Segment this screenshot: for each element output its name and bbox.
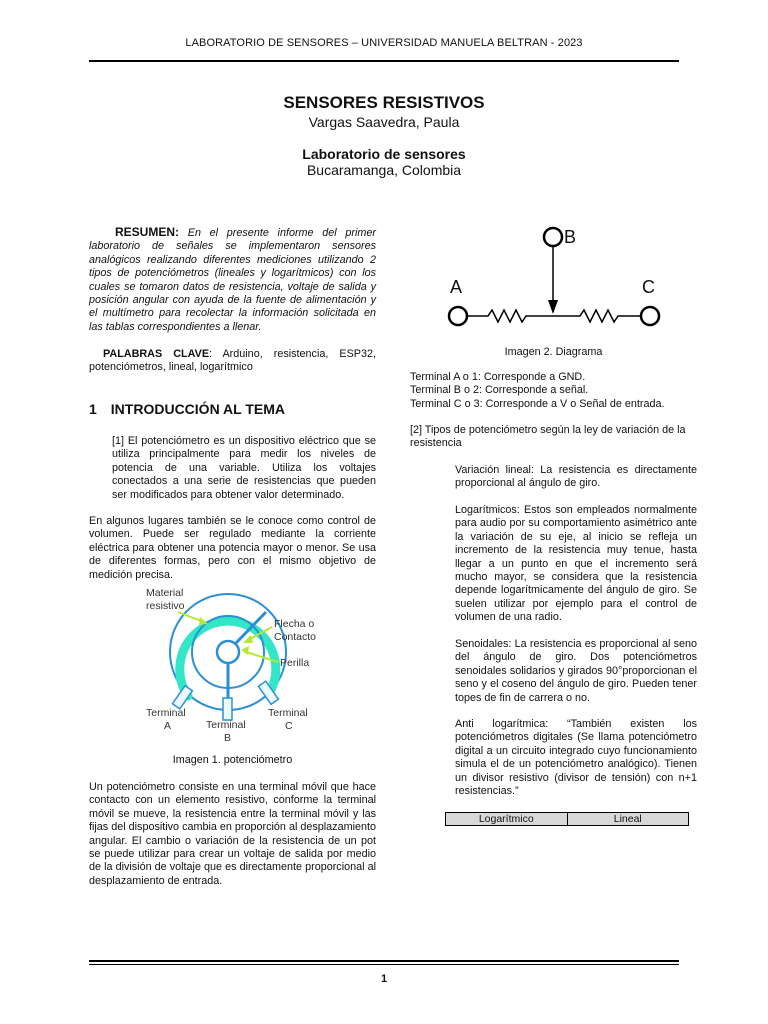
page-number: 1 <box>380 973 388 985</box>
type-lineal: Variación lineal: La resistencia es directamente proporcional al ángulo de giro. <box>455 464 697 490</box>
terminal-b <box>223 698 232 720</box>
section-heading <box>89 401 285 417</box>
header-rule <box>89 60 679 62</box>
location: Bucaramanga, Colombia <box>306 162 462 178</box>
label-terminal-b-2: B <box>224 732 232 744</box>
label-terminal-c-2: C <box>285 720 293 732</box>
types-intro: [2] Tipos de potenciómetro según la ley de variación de la resistencia <box>410 424 686 450</box>
paper-title: SENSORES RESISTIVOS <box>283 93 485 112</box>
label-terminal-a-1: Terminal <box>146 707 186 719</box>
label-material-2: resistivo <box>146 600 185 612</box>
label-b: B <box>564 227 577 247</box>
intro-paragraph-3: Un potenciómetro consiste en una terminal móvil que hace contacto con un elemento resistivo, conforme la terminal móvil se mueve, la resistencia entre la terminal móvil y las fijas del dispositivo cambia en proporción al desplazamiento angular. El cambio o variación de la resistencia de un pot se puede utilizar para crear un voltaje de salida por medio de la división de voltaje que es directamente proporcional al desplazamiento de entrada. <box>89 781 376 887</box>
abstract-text: En el presente informe del primer laboratorio de señales se implementaron sensores analógicos realizando diferentes mediciones utilizando 2 tipos de potenciómetros (lineales y logarítmicos) con los cuales se tomaron datos de resistencia, voltaje de salida y posición angular con ayuda de la fuente de alimentación y el multímetro para recolectar la información solicitada en las tablas correspondientes a llenar. <box>89 227 376 333</box>
label-material-1: Material <box>146 587 184 599</box>
keywords <box>89 348 376 375</box>
table-header-lineal: Lineal <box>567 813 689 826</box>
label-terminal-a-2: A <box>164 720 172 732</box>
terminal-line-1: Terminal A o 1: Corresponde a GND. <box>410 371 586 383</box>
author: Vargas Saavedra, Paula <box>308 114 460 130</box>
table-header-row <box>446 813 689 826</box>
label-terminal-c-1: Terminal <box>268 707 308 719</box>
footer-rule-thick <box>89 960 679 962</box>
label-flecha-2: Contacto <box>274 631 317 643</box>
abstract <box>89 226 376 334</box>
label-flecha-1: Flecha o <box>274 618 315 630</box>
intro-paragraph-2: En algunos lugares también se le conoce como control de volumen. Puede ser regulado mediante la corriente eléctrica para obtener una potencia mayor o menor. Se usa de diferentes formas, pero con el mismo objetivo de medición precisa. <box>89 515 376 581</box>
section-number: 1 <box>89 401 97 417</box>
figure2-caption: Imagen 2. Diagrama <box>504 346 603 358</box>
running-header: LABORATORIO DE SENSORES – UNIVERSIDAD MANUELA BELTRAN - 2023 <box>185 37 583 49</box>
affiliation: Laboratorio de sensores <box>302 146 466 162</box>
terminal-line-2: Terminal B o 2: Corresponde a señal. <box>410 384 589 397</box>
section-title: INTRODUCCIÓN AL TEMA <box>110 401 286 417</box>
terminals-list <box>410 371 700 411</box>
label-a: A <box>450 277 463 297</box>
label-c: C <box>642 277 655 297</box>
resistor-left <box>467 310 641 322</box>
label-terminal-b-1: Terminal <box>206 719 246 731</box>
knob <box>217 641 239 663</box>
potentiometer-figure <box>130 582 330 750</box>
perilla-arrowhead <box>241 646 249 655</box>
table-header-log: Logarítmico <box>446 813 568 826</box>
node-c <box>641 307 659 325</box>
type-antilog: Anti logarítmica: “También existen los potenciómetros digitales (Se llama potenciómetro digital a un circuito integrado cuyo funcionamiento simula el de un potenciómetro analógico). Tienen un divisor resistivo (divisor de tensión) con n+1 resistencias.” <box>455 718 697 798</box>
abstract-label: RESUMEN: <box>115 225 180 239</box>
circuit-diagram <box>440 222 670 334</box>
keywords-text: : Arduino, resistencia, ESP32, potenciómetros, lineal, logarítmico <box>89 348 376 374</box>
terminal-line-3: Terminal C o 3: Corresponde a V o Señal de entrada. <box>410 397 665 410</box>
type-senoidal: Senoidales: La resistencia es proporcional al seno del ángulo de giro. Dos potenciómetros senoidales solidarios y girados 90°proporcionan el seno y el coseno del ángulo de giro. Pueden tener topes de fin de carrera o no. <box>455 638 697 704</box>
keywords-label: PALABRAS CLAVE <box>103 348 210 360</box>
wiper-arrowhead <box>548 300 558 314</box>
type-logaritmico: Logarítmicos: Estos son empleados normalmente para audio por su comportamiento asimétrico ante la variación de su eje, al inicio se refleja un incremento de la resistencia muy tenue, hasta llegar a un punto en que el incremento será mucho mayor, se considera que la resistencia depende logarítmicamente del ángulo de giro. Se suelen utilizar por ejemplo para el control de volumen de una radio. <box>455 504 697 624</box>
node-a <box>449 307 467 325</box>
results-table <box>445 812 689 826</box>
intro-paragraph-1: [1] El potenciómetro es un dispositivo eléctrico que se utiliza principalmente para medir los niveles de potencia de una variable. Utiliza los voltajes conectados a una serie de resistencias que pueden ser modificados para obtener valor determinado. <box>112 435 376 501</box>
node-b <box>544 228 562 246</box>
label-perilla: Perilla <box>280 657 310 669</box>
figure1-caption: Imagen 1. potenciómetro <box>172 754 293 766</box>
footer-rule-thin <box>89 964 679 965</box>
